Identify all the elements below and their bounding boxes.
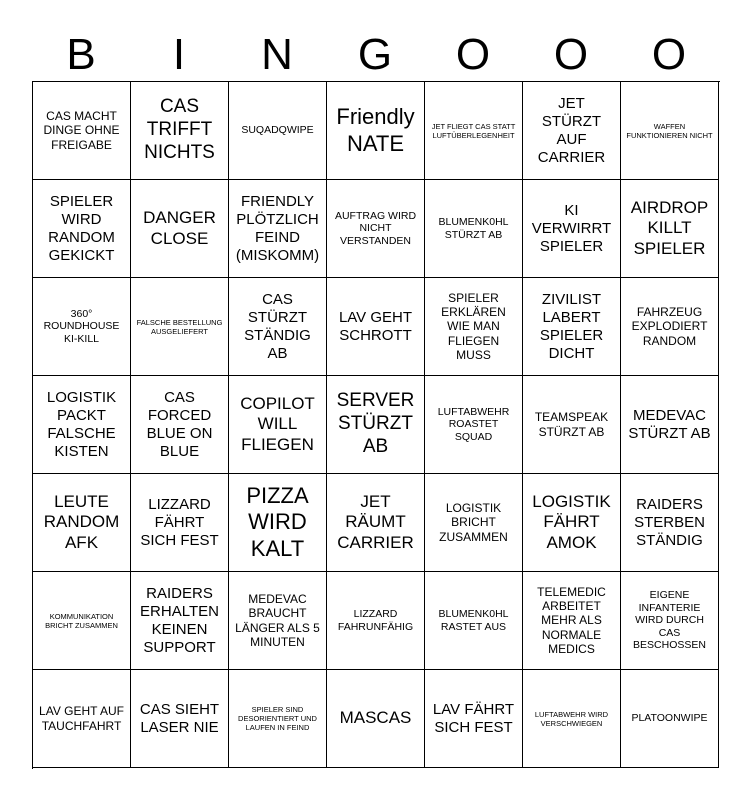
bingo-cell[interactable]: SPIELER SIND DESORIENTIERT UND LAUFEN IN FEIND bbox=[229, 670, 327, 768]
bingo-cell[interactable]: LOGISTIK FÄHRT AMOK bbox=[523, 474, 621, 572]
bingo-cell[interactable]: TEAMSPEAK STÜRZT AB bbox=[523, 376, 621, 474]
bingo-cell[interactable]: RAIDERS STERBEN STÄNDIG bbox=[621, 474, 719, 572]
bingo-cell[interactable]: EIGENE INFANTERIE WIRD DURCH CAS BESCHOSSEN bbox=[621, 572, 719, 670]
bingo-cell[interactable]: TELEMEDIC ARBEITET MEHR ALS NORMALE MEDICS bbox=[523, 572, 621, 670]
header-letter-4: G bbox=[357, 30, 393, 79]
bingo-cell[interactable]: AIRDROP KILLT SPIELER bbox=[621, 180, 719, 278]
header-letter-6: O bbox=[553, 30, 589, 79]
bingo-cell[interactable]: RAIDERS ERHALTEN KEINEN SUPPORT bbox=[131, 572, 229, 670]
bingo-cell[interactable]: 360° ROUNDHOUSE KI-KILL bbox=[33, 278, 131, 376]
bingo-cell[interactable]: LAV GEHT SCHROTT bbox=[327, 278, 425, 376]
bingo-cell[interactable]: MASCAS bbox=[327, 670, 425, 768]
bingo-cell[interactable]: LAV FÄHRT SICH FEST bbox=[425, 670, 523, 768]
bingo-cell[interactable]: KI VERWIRRT SPIELER bbox=[523, 180, 621, 278]
bingo-cell[interactable]: CAS STÜRZT STÄNDIG AB bbox=[229, 278, 327, 376]
bingo-cell[interactable]: KOMMUNIKATION BRICHT ZUSAMMEN bbox=[33, 572, 131, 670]
bingo-cell[interactable]: MEDEVAC BRAUCHT LÄNGER ALS 5 MINUTEN bbox=[229, 572, 327, 670]
header-letter-7: O bbox=[651, 30, 687, 79]
bingo-cell[interactable]: CAS FORCED BLUE ON BLUE bbox=[131, 376, 229, 474]
bingo-cell[interactable]: LEUTE RANDOM AFK bbox=[33, 474, 131, 572]
bingo-cell[interactable]: PLATOONWIPE bbox=[621, 670, 719, 768]
bingo-cell[interactable]: CAS TRIFFT NICHTS bbox=[131, 82, 229, 180]
header-letter-2: I bbox=[172, 30, 186, 79]
bingo-cell[interactable]: PIZZA WIRD KALT bbox=[229, 474, 327, 572]
bingo-cell[interactable]: LUFTABWEHR ROASTET SQUAD bbox=[425, 376, 523, 474]
bingo-cell[interactable]: FAHRZEUG EXPLODIERT RANDOM bbox=[621, 278, 719, 376]
bingo-cell[interactable]: JET FLIEGT CAS STATT LUFTÜBERLEGENHEIT bbox=[425, 82, 523, 180]
bingo-cell[interactable]: DANGER CLOSE bbox=[131, 180, 229, 278]
bingo-cell[interactable]: JET RÄUMT CARRIER bbox=[327, 474, 425, 572]
bingo-cell[interactable]: MEDEVAC STÜRZT AB bbox=[621, 376, 719, 474]
bingo-cell[interactable]: LOGISTIK BRICHT ZUSAMMEN bbox=[425, 474, 523, 572]
bingo-cell[interactable]: COPILOT WILL FLIEGEN bbox=[229, 376, 327, 474]
bingo-cell[interactable]: CAS MACHT DINGE OHNE FREIGABE bbox=[33, 82, 131, 180]
bingo-cell[interactable]: AUFTRAG WIRD NICHT VERSTANDEN bbox=[327, 180, 425, 278]
bingo-cell[interactable]: LOGISTIK PACKT FALSCHE KISTEN bbox=[33, 376, 131, 474]
bingo-cell[interactable]: ZIVILIST LABERT SPIELER DICHT bbox=[523, 278, 621, 376]
bingo-cell[interactable]: SERVER STÜRZT AB bbox=[327, 376, 425, 474]
bingo-cell[interactable]: FRIENDLY PLÖTZLICH FEIND (MISKOMM) bbox=[229, 180, 327, 278]
bingo-cell[interactable]: BLUMENK0HL STÜRZT AB bbox=[425, 180, 523, 278]
bingo-cell[interactable]: FALSCHE BESTELLUNG AUSGELIEFERT bbox=[131, 278, 229, 376]
bingo-cell[interactable]: LUFTABWEHR WIRD VERSCHWIEGEN bbox=[523, 670, 621, 768]
bingo-cell[interactable]: LIZZARD FÄHRT SICH FEST bbox=[131, 474, 229, 572]
bingo-cell[interactable]: LIZZARD FAHRUNFÄHIG bbox=[327, 572, 425, 670]
bingo-cell[interactable]: SUQADQWIPE bbox=[229, 82, 327, 180]
bingo-cell[interactable]: JET STÜRZT AUF CARRIER bbox=[523, 82, 621, 180]
header-letter-3: N bbox=[261, 30, 293, 79]
bingo-cell[interactable]: SPIELER ERKLÄREN WIE MAN FLIEGEN MUSS bbox=[425, 278, 523, 376]
header-letter-5: O bbox=[455, 30, 491, 79]
bingo-board bbox=[32, 81, 720, 769]
bingo-cell[interactable]: LAV GEHT AUF TAUCHFAHRT bbox=[33, 670, 131, 768]
bingo-header bbox=[32, 30, 718, 80]
header-letter-1: B bbox=[66, 30, 96, 79]
bingo-cell[interactable]: SPIELER WIRD RANDOM GEKICKT bbox=[33, 180, 131, 278]
bingo-cell[interactable]: Friendly NATE bbox=[327, 82, 425, 180]
bingo-cell[interactable]: CAS SIEHT LASER NIE bbox=[131, 670, 229, 768]
bingo-cell[interactable]: WAFFEN FUNKTIONIEREN NICHT bbox=[621, 82, 719, 180]
bingo-cell[interactable]: BLUMENK0HL RASTET AUS bbox=[425, 572, 523, 670]
